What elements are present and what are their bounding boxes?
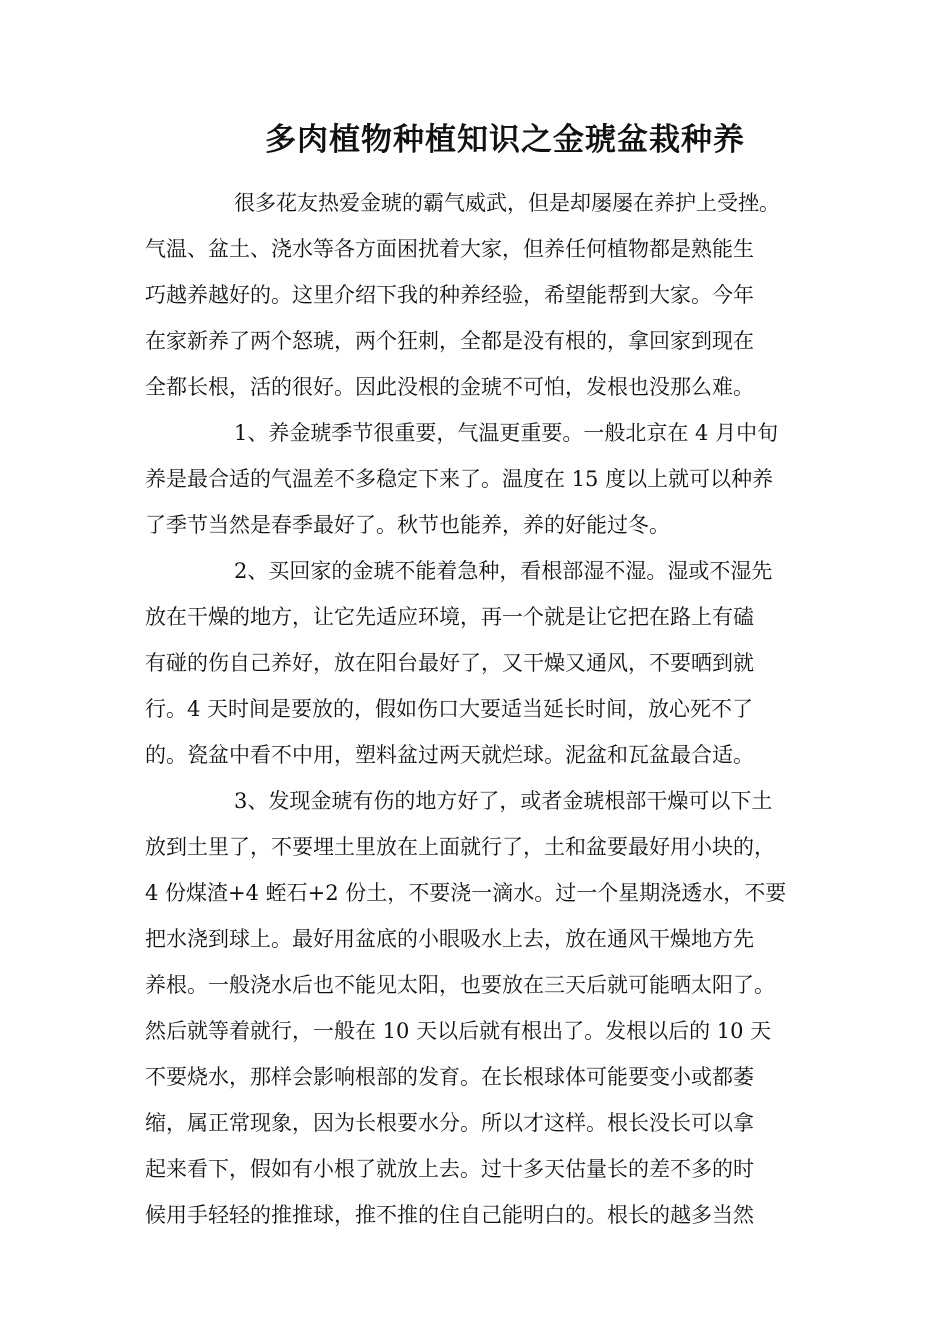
text-line: 起来看下，假如有小根了就放上去。过十多天估量长的差不多的时 <box>145 1157 754 1181</box>
text-line: 了季节当然是春季最好了。秋节也能养，养的好能过冬。 <box>145 513 670 537</box>
text-line: 把水浇到球上。最好用盆底的小眼吸水上去，放在通风干燥地方先 <box>145 927 754 951</box>
text-line: 在家新养了两个怒琥，两个狂刺，全都是没有根的，拿回家到现在 <box>145 329 754 353</box>
text-line: 缩，属正常现象，因为长根要水分。所以才这样。根长没长可以拿 <box>145 1111 754 1135</box>
text-line: 放在干燥的地方，让它先适应环境，再一个就是让它把在路上有磕 <box>145 605 754 629</box>
document-body <box>145 180 835 1238</box>
text-line: 候用手轻轻的推推球，推不推的住自己能明白的。根长的越多当然 <box>145 1203 754 1227</box>
text-line: 全都长根，活的很好。因此没根的金琥不可怕，发根也没那么难。 <box>145 375 754 399</box>
text-line: 巧越养越好的。这里介绍下我的种养经验，希望能帮到大家。今年 <box>145 283 754 307</box>
text-line: 2、买回家的金琥不能着急种，看根部湿不湿。湿或不湿先 <box>234 559 773 583</box>
text-line: 4 份煤渣+4 蛭石+2 份土，不要浇一滴水。过一个星期浇透水，不要 <box>145 881 787 905</box>
text-line: 放到土里了，不要埋土里放在上面就行了，土和盆要最好用小块的， <box>145 835 775 859</box>
text-line: 养是最合适的气温差不多稳定下来了。温度在 15 度以上就可以种养 <box>145 467 774 491</box>
text-line: 3、发现金琥有伤的地方好了，或者金琥根部干燥可以下土 <box>234 789 773 813</box>
document-title: 多肉植物种植知识之金琥盆栽种养 <box>265 122 745 158</box>
text-line: 很多花友热爱金琥的霸气威武，但是却屡屡在养护上受挫。 <box>234 191 780 215</box>
text-line: 的。瓷盆中看不中用，塑料盆过两天就烂球。泥盆和瓦盆最合适。 <box>145 743 754 767</box>
text-line: 行。4 天时间是要放的，假如伤口大要适当延长时间，放心死不了 <box>145 697 754 721</box>
text-line: 养根。一般浇水后也不能见太阳，也要放在三天后就可能晒太阳了。 <box>145 973 775 997</box>
text-line: 1、养金琥季节很重要，气温更重要。一般北京在 4 月中旬 <box>234 421 779 445</box>
text-line: 有碰的伤自己养好，放在阳台最好了，又干燥又通风，不要晒到就 <box>145 651 754 675</box>
text-line: 气温、盆土、浇水等各方面困扰着大家，但养任何植物都是熟能生 <box>145 237 754 261</box>
text-line: 然后就等着就行，一般在 10 天以后就有根出了。发根以后的 10 天 <box>145 1019 772 1043</box>
text-line: 不要烧水，那样会影响根部的发育。在长根球体可能要变小或都萎 <box>145 1065 754 1089</box>
